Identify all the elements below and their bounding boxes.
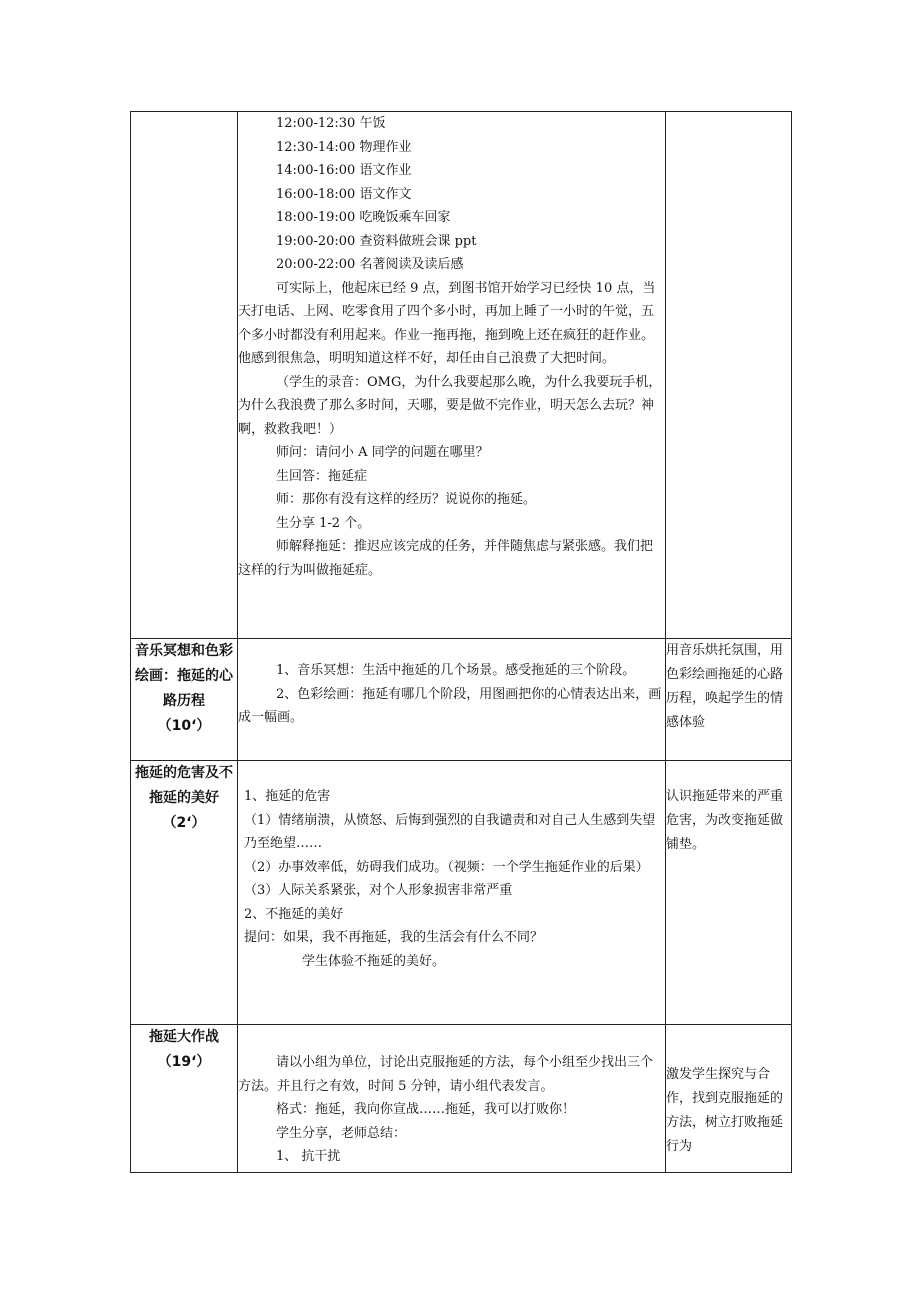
stage-cell (131, 112, 238, 639)
section-heading: 1、拖延的危害 (244, 789, 331, 804)
question-text: 提问：如果，我不再拖延，我的生活会有什么不同？ (244, 930, 544, 945)
method-item: 1、 抗干扰 (276, 1149, 341, 1164)
harm-item: （3）人际关系紧张，对个人形象损害非常严重 (244, 883, 513, 898)
purpose-cell (666, 1025, 792, 1173)
table-row (131, 112, 792, 639)
activity-item: 1、音乐冥想：生活中拖延的几个场景。感受拖延的三个阶段。 (276, 663, 636, 678)
harm-item: （1）情绪崩溃，从愤怒、后悔到强烈的自我谴责和对自己人生感到失望乃至绝望…… (244, 812, 656, 851)
stage-cell (131, 639, 238, 761)
purpose-cell (666, 639, 792, 761)
stage-title: 音乐冥想和色彩绘画：拖延的心路历程 (135, 643, 233, 709)
activity-item: 2、色彩绘画：拖延有哪几个阶段，用图画把你的心情表达出来，画成一幅画。 (238, 686, 662, 725)
summary-line: 学生分享，老师总结： (276, 1125, 407, 1141)
stage-cell (131, 1025, 238, 1173)
experience-text: 学生体验不拖延的美好。 (302, 953, 446, 969)
process-cell (238, 639, 666, 761)
stage-title: 拖延的危害及不拖延的美好 (135, 765, 233, 806)
schedule-line: 19:00-20:00 查资料做班会课 ppt (276, 233, 477, 249)
format-line: 格式：拖延，我向你宣战……拖延，我可以打败你！ (276, 1102, 576, 1117)
section-heading: 2、不拖延的美好 (244, 906, 344, 922)
schedule-line: 20:00-22:00 名著阅读及读后感 (276, 257, 464, 272)
teacher-question: 师问：请问小 A 同学的问题在哪里？ (276, 445, 489, 460)
schedule-line: 12:00-12:30 午饭 (276, 116, 386, 131)
process-cell (238, 112, 666, 639)
table-row (131, 639, 792, 761)
process-cell (238, 761, 666, 1025)
teacher-question: 师：那你有没有这样的经历？说说你的拖延。 (276, 492, 537, 507)
definition-paragraph: 师解释拖延：推迟应该完成的任务，并伴随焦虑与紧张感。我们把这样的行为叫做拖延症。 (238, 539, 654, 578)
lesson-plan-table (130, 111, 792, 1173)
student-answer: 生回答：拖延症 (276, 468, 368, 484)
schedule-line: 12:30-14:00 物理作业 (276, 139, 412, 155)
purpose-text: 用音乐烘托氛围，用色彩绘画拖延的心路历程，唤起学生的情感体验 (666, 643, 784, 730)
stage-cell (131, 761, 238, 1025)
purpose-text: 认识拖延带来的严重危害，为改变拖延做铺垫。 (666, 789, 784, 852)
narrative-paragraph: 可实际上，他起床已经 9 点，到图书馆开始学习已经快 10 点，当天打电话、上网、吃零食用了四个多小时，再加上睡了一小时的午觉，五个多小时都没有利用起来。作业一拖再拖，拖到晚上还在疯狂的赶作业。他感到很焦急，明明知道这样不好，却任由自己浪费了大把时间。 (238, 280, 656, 366)
purpose-text: 激发学生探究与合作，找到克服拖延的方法，树立打败拖延行为 (666, 1067, 784, 1154)
purpose-cell (666, 761, 792, 1025)
stage-time: （19‘） (157, 1054, 211, 1070)
table-row (131, 761, 792, 1025)
harm-item: （2）办事效率低，妨碍我们成功。（视频：一个学生拖延作业的后果） (244, 859, 649, 875)
stage-time: （2‘） (162, 815, 206, 831)
recording-paragraph: （学生的录音：OMG，为什么我要起那么晚，为什么我要玩手机，为什么我浪费了那么多时间，天哪，要是做不完作业，明天怎么去玩？神啊，救救我吧！） (238, 374, 662, 437)
stage-title: 拖延大作战 (149, 1029, 219, 1045)
schedule-line: 14:00-16:00 语文作业 (276, 163, 412, 178)
stage-time: （10‘） (157, 718, 211, 734)
purpose-cell (666, 112, 792, 639)
table-row (131, 1025, 792, 1173)
schedule-line: 16:00-18:00 语文作文 (276, 186, 412, 202)
student-answer: 生分享 1-2 个。 (276, 515, 371, 531)
task-paragraph: 请以小组为单位，讨论出克服拖延的方法，每个小组至少找出三个方法。并且行之有效，时间 5 分钟，请小组代表发言。 (238, 1055, 654, 1094)
process-cell (238, 1025, 666, 1173)
schedule-line: 18:00-19:00 吃晚饭乘车回家 (276, 210, 451, 225)
